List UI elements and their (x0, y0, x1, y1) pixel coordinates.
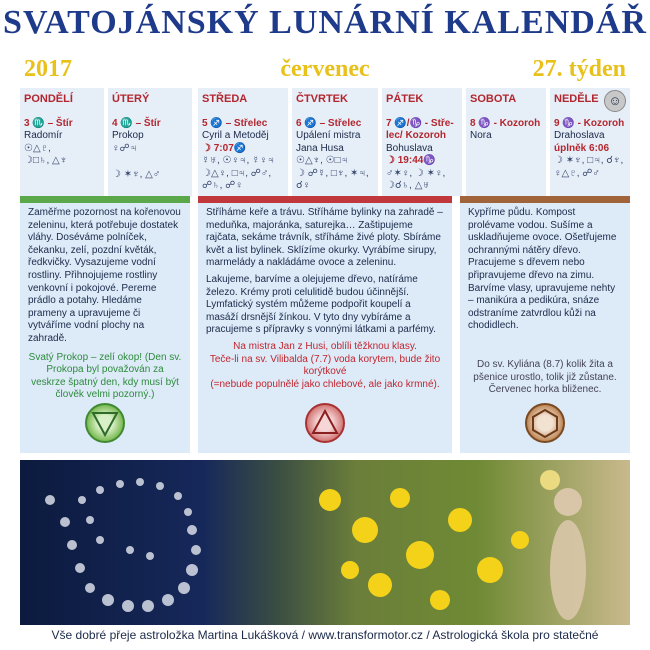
day-thursday (292, 88, 378, 196)
aspects: ♂✶♀, ☽ ✶♀, ☽☌♄, △♅ (386, 167, 446, 191)
day-monday (20, 88, 104, 196)
footer-credits: Vše dobré přeje astroložka Martina Lukášková / www.transformotor.cz / Astrologická škola pro statečné (51, 628, 599, 642)
day-name: ÚTERÝ (112, 93, 150, 105)
nameday: Prokop (112, 130, 144, 141)
year-label: 2017 (24, 56, 72, 82)
aspects: ☉△♆, ☉□♃ (296, 155, 349, 166)
earth-element-icon (525, 403, 565, 443)
nameday: Bohuslava (386, 142, 433, 154)
day-friday (382, 88, 462, 196)
advice-text: Stříháme keře a trávu. Stříháme bylinky na zahradě – meduňka, majoránka, saturejka… Zaštipujeme rajčata, sekáme trávník, stříháme živé ploty. Sbíráme květ a list bylinek. Sklízíme okurky. Vyrábíme sirupy, marmelády a nakládáme ovoce a zeleninu. (206, 207, 443, 269)
triangle-up-icon (307, 405, 343, 441)
advice-text: Lakujeme, barvíme a olejujeme dřevo, natíráme železo. Krémy proti celulitidě budou účinnější. Lymfatický systém můžeme podpořit koupelí a masáží drsnější žínkou. V tyto dny vybíráme a pracujeme s přípravky s vonnými látkami a parfémy. (206, 273, 436, 336)
month-label: červenec (280, 56, 370, 82)
nameday: Jana Husa (296, 142, 344, 154)
full-moon-time: úplněk 6:06 (554, 142, 610, 154)
moon-sign: 6 ♐ – Střelec (296, 117, 362, 129)
aspects: ♀☍♃ (112, 142, 138, 154)
moon-sign: 3 ♏ – Štír (24, 117, 73, 129)
calendar-title: SVATOJÁNSKÝ LUNÁRNÍ KALENDÁŘ (3, 4, 647, 41)
aspects: ☽□♄, △♆ (24, 155, 68, 166)
day-name: NEDĚLE (554, 93, 599, 105)
moon-sign: lec/ Kozoroh (386, 130, 447, 141)
fire-element-icon (305, 403, 345, 443)
panel-earth-days (460, 203, 630, 453)
hexagon-icon (527, 405, 563, 441)
day-wednesday (198, 88, 288, 196)
fire-element-bar (198, 196, 452, 203)
water-element-bar (20, 196, 190, 203)
saying: Svatý Prokop – zelí okop! (Den sv. Prokopa byl považován za veskrze špatný den, kdy musí být člověk velmi pozorný.) (28, 351, 182, 401)
panel-fire-days (198, 203, 452, 453)
panel-water-days (20, 203, 190, 453)
day-row (20, 88, 630, 196)
advice-text: Zaměřme pozornost na kořenovou zeleninu, která potřebuje dostatek vláhy. Doséváme polníček, čekanku, zelí, pozdní květák, ředkvičky. Vysazujeme vodní rostliny. Přihnojujeme rostliny venkovní i pokojové. Pereme prádlo a potahy. Hledáme prameny a upravujeme či vytváříme vodní plochy na zahradě. (28, 207, 181, 344)
aspects: ☽ ☍☿, □♆, ✶♃, ☌♀ (296, 167, 369, 191)
day-saturday (466, 88, 546, 196)
saying: Teče-li na sv. Vilibalda (7.7) voda korytem, bude žito korýtkové (209, 353, 441, 378)
day-name: SOBOTA (470, 93, 517, 105)
week-label: 27. týden (532, 56, 626, 82)
aspects: ☉△♇, (24, 142, 51, 154)
day-tuesday (108, 88, 192, 196)
advice-text: Kypříme půdu. Kompost prolévame vodou. Sušíme a uskladňujeme ovoce. Ošetřujeme ochrannými nátěry dřevo. Pracujeme s dřevem nebo připravujeme dřevo na zimu. Barvíme vlasy, upravujeme nehty – manikúra a pedikúra, snáze odstraníme zatvrdlou kůži na chodidlech. (468, 207, 617, 332)
aspects: ♀△♇, ☍♂ (554, 167, 600, 179)
day-name: PÁTEK (386, 93, 424, 105)
full-moon-icon: ☺ (604, 90, 626, 112)
moon-sign: 9 ♑ - Kozoroh (554, 117, 625, 129)
aspects: ☽ ✶♆, □♃, ☌♆, (554, 155, 624, 166)
aspects: ☿♅, ☉♀♃, ☿♀♃ (202, 155, 275, 166)
moon-sign: 4 ♏ – Štír (112, 117, 161, 129)
saying: (=nebude populnělé jako chlebové, ale jako krmné). (210, 378, 440, 390)
triangle-down-icon (87, 405, 123, 441)
moon-phases-and-flowers-image (20, 460, 630, 625)
aspects: ☽△♀, □♃, ☍♂, ☍♄, ☍♀ (202, 167, 272, 191)
nameday: Nora (470, 130, 492, 141)
nameday: Radomír (24, 130, 63, 141)
moon-phase-spiral (20, 460, 630, 625)
day-name: ČTVRTEK (296, 93, 348, 105)
nameday: Upálení mistra (296, 130, 361, 141)
moon-ingress: ☽ 19:44♑ (386, 155, 436, 166)
nameday: Cyril a Metoděj (202, 130, 269, 141)
moon-sign: 5 ♐ – Střelec (202, 117, 268, 129)
nameday: Drahoslava (554, 130, 605, 141)
saying: Na mistra Jan z Husi, oblíli těžknou klasy. (233, 340, 417, 352)
day-name: PONDĚLÍ (24, 93, 73, 105)
saying: Do sv. Kyliána (8.7) kolik žita a pšenice urostlo, tolik již zůstane. Červenec horka bliženec. (473, 358, 617, 396)
day-sunday (550, 88, 630, 196)
aspects: ☽ ✶♆, △♂ (112, 169, 161, 180)
moon-sign: 8 ♑ - Kozoroh (470, 117, 541, 129)
moon-sign: 7 ♐/♑ - Stře- (386, 117, 454, 129)
earth-element-bar (460, 196, 630, 203)
water-element-icon (85, 403, 125, 443)
moon-ingress: ☽ 7:07♐ (202, 142, 247, 154)
day-name: STŘEDA (202, 93, 248, 105)
